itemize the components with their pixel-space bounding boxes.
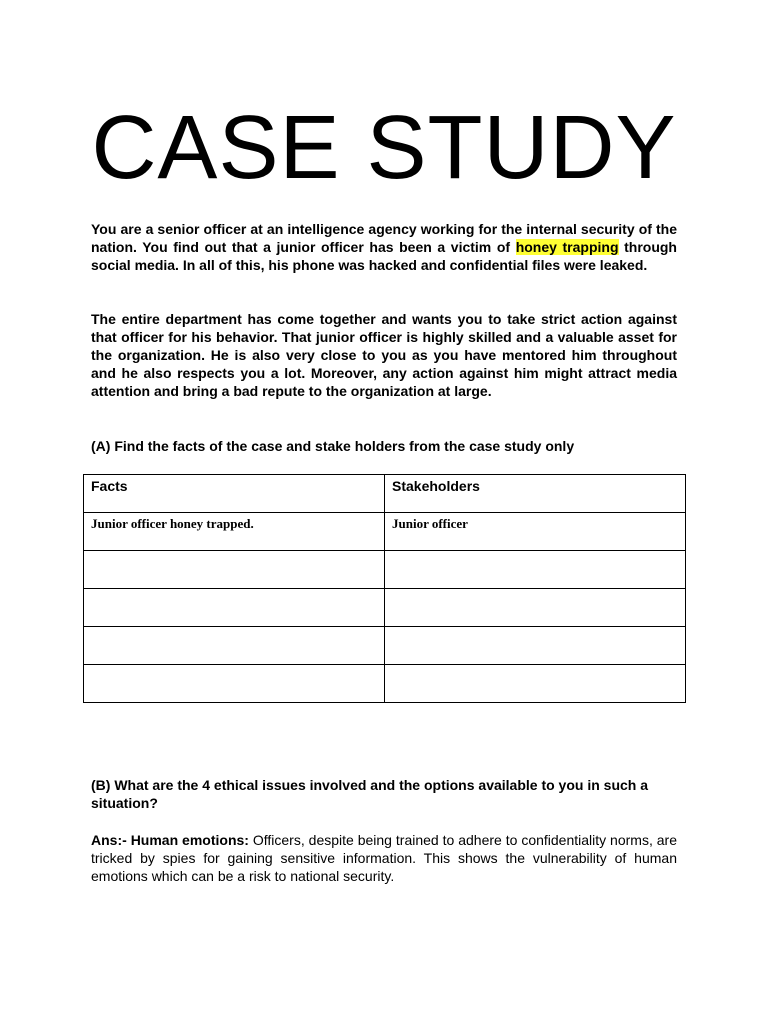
answer-lead: Ans:- Human emotions: xyxy=(91,832,249,848)
table-cell-fact xyxy=(84,589,385,627)
table-cell-fact xyxy=(84,665,385,703)
header-stakeholders: Stakeholders xyxy=(385,475,686,513)
table-cell-stakeholder xyxy=(385,665,686,703)
table-header-row xyxy=(84,475,686,513)
table-row xyxy=(84,627,686,665)
table-cell-stakeholder xyxy=(385,589,686,627)
scenario-paragraph-2: The entire department has come together and wants you to take strict action against that officer for his behavior. That junior officer is highly skilled and a valuable asset for the organization. He is also very close to you as you have mentored him throughout and he also respects you a lot. Moreover, any action against him might attract media attention and bring a bad repute to the organization at large. xyxy=(91,311,677,399)
table-row xyxy=(84,551,686,589)
table-row xyxy=(84,665,686,703)
answer-text: Officers, despite being trained to adhere to confidentiality norms, are tricked by spies for gaining sensitive information. This shows the vulnerability of human emotions which can be a risk to national security. xyxy=(91,832,677,884)
scenario-paragraph-1 xyxy=(91,220,677,274)
table-row xyxy=(84,589,686,627)
table-cell-stakeholder xyxy=(385,551,686,589)
table-cell-fact xyxy=(84,627,385,665)
table-cell-fact xyxy=(84,551,385,589)
highlighted-term: honey trapping xyxy=(515,239,619,255)
table-cell-stakeholder xyxy=(385,627,686,665)
header-facts: Facts xyxy=(84,475,385,513)
table-cell-stakeholder: Junior officer xyxy=(385,513,686,551)
question-a: (A) Find the facts of the case and stake holders from the case study only xyxy=(91,438,575,454)
question-b: (B) What are the 4 ethical issues involved and the options available to you in such a situation? xyxy=(91,777,649,811)
scenario-text-after: through social media. In all of this, his phone was hacked and confidential files were leaked. xyxy=(91,239,677,273)
table-row xyxy=(84,513,686,551)
scenario-text-before: You are a senior officer at an intelligence agency working for the internal security of the nation. You find out that a junior officer has been a victim of xyxy=(91,221,677,255)
page-title: CASE STUDY xyxy=(91,98,677,198)
facts-stakeholders-table xyxy=(83,474,686,703)
answer-paragraph xyxy=(91,831,677,885)
table-cell-fact: Junior officer honey trapped. xyxy=(84,513,385,551)
